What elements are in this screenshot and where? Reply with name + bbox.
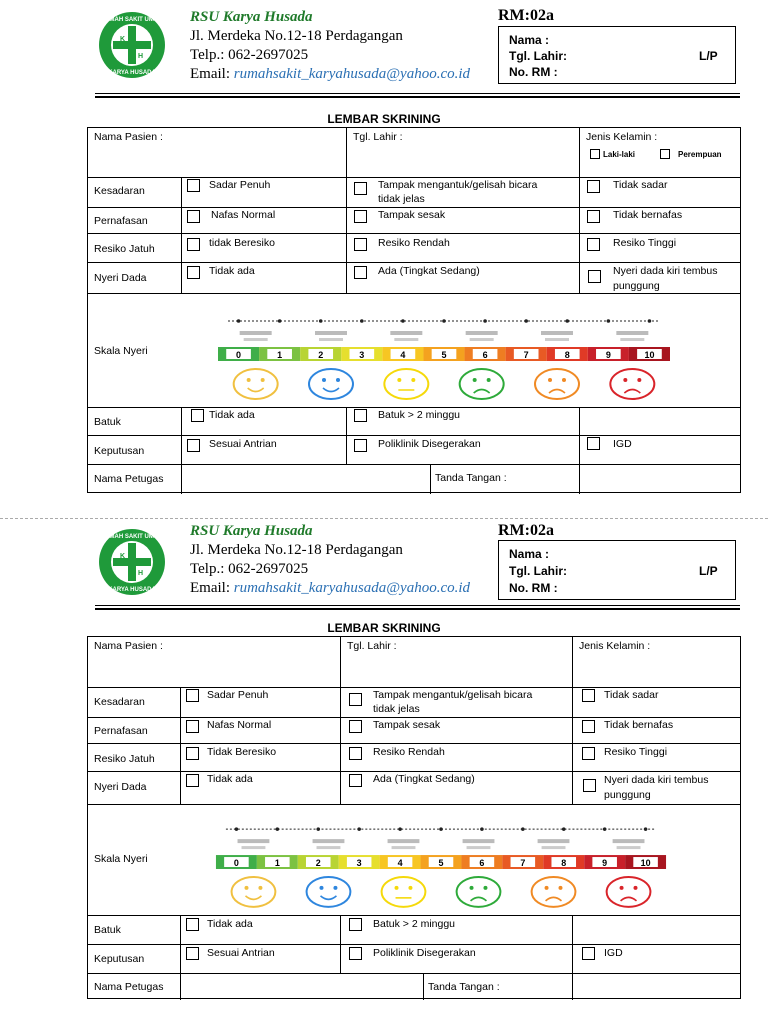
pain-scale-number: 3 — [359, 350, 365, 360]
pain-scale-number: 0 — [236, 350, 242, 360]
logo-h: H — [138, 53, 144, 60]
pain-scale-caption — [240, 331, 272, 335]
poliklinik-checkbox[interactable] — [354, 439, 367, 452]
nyeri-ada-checkbox[interactable] — [349, 774, 362, 787]
sadar-penuh-label: Sadar Penuh — [207, 689, 269, 701]
pain-scale-caption — [542, 846, 566, 849]
hospital-address: Jl. Merdeka No.12-18 Perdagangan — [190, 542, 403, 558]
header-divider-thin — [95, 93, 740, 94]
hospital-name: RSU Karya Husada — [190, 9, 313, 25]
batuk-2minggu-label: Batuk > 2 minggu — [373, 918, 456, 930]
pain-face-icon — [309, 369, 353, 399]
pain-scale-caption — [315, 331, 347, 335]
logo-k: K — [120, 553, 126, 560]
pain-face-icon — [384, 369, 428, 399]
tidak-sadar-checkbox[interactable] — [587, 180, 600, 193]
pain-scale-caption — [388, 839, 420, 843]
pain-scale-tick — [401, 319, 405, 323]
pain-scale-tick — [521, 827, 525, 831]
laki-laki-checkbox[interactable] — [590, 149, 600, 159]
pain-scale-number: 9 — [605, 350, 611, 360]
poliklinik-checkbox[interactable] — [349, 947, 362, 960]
pain-scale-number: 8 — [564, 350, 570, 360]
pain-face-icon — [535, 369, 579, 399]
pain-scale-number: 10 — [644, 350, 655, 360]
tidak-bernafas-checkbox[interactable] — [582, 720, 595, 733]
nyeri-kiri-checkbox[interactable] — [583, 779, 596, 792]
tidak-sadar-label: Tidak sadar — [613, 179, 668, 191]
nafas-normal-checkbox[interactable] — [186, 720, 199, 733]
pain-face-icon — [610, 369, 654, 399]
pernafasan-label: Pernafasan — [94, 725, 148, 737]
hospital-phone: Telp.: 062-2697025 — [190, 561, 309, 577]
perempuan-label: Perempuan — [678, 150, 722, 159]
nama-petugas-label: Nama Petugas — [94, 473, 164, 485]
resiko-rendah-checkbox[interactable] — [354, 238, 367, 251]
pain-scale-number: 8 — [561, 858, 567, 869]
rm-nama: Nama : — [509, 547, 550, 561]
tampak-mengantuk-label-2: tidak jelas — [373, 703, 420, 715]
batuk-tidak-ada-checkbox[interactable] — [186, 918, 199, 931]
nyeri-ada-label: Ada (Tingkat Sedang) — [378, 265, 480, 277]
batuk-label: Batuk — [94, 924, 121, 936]
pain-scale-caption — [390, 331, 422, 335]
skala-nyeri-label: Skala Nyeri — [94, 853, 148, 865]
skala-nyeri-label: Skala Nyeri — [94, 345, 148, 357]
pain-scale-caption — [538, 839, 570, 843]
pain-scale-tick — [398, 827, 402, 831]
pain-scale-number: 7 — [520, 858, 526, 869]
pain-scale-tick — [439, 827, 443, 831]
rm-no: No. RM : — [509, 65, 558, 79]
resiko-jatuh-label: Resiko Jatuh — [94, 243, 155, 255]
pain-scale-caption — [541, 331, 573, 335]
resiko-rendah-label: Resiko Rendah — [378, 237, 450, 249]
tidak-beresiko-checkbox[interactable] — [186, 747, 199, 760]
tidak-beresiko-label: Tidak Beresiko — [207, 746, 277, 758]
batuk-label: Batuk — [94, 416, 121, 428]
logo-text-top: RUMAH SAKIT UMUM — [100, 534, 164, 540]
nafas-normal-label: Nafas Normal — [207, 719, 272, 731]
pain-scale-tick — [483, 319, 487, 323]
rm-lp: L/P — [699, 49, 718, 63]
pain-scale-caption — [238, 839, 270, 843]
pain-scale-number: 2 — [318, 350, 324, 360]
rm-no: No. RM : — [509, 581, 558, 595]
pain-scale-tick — [648, 319, 652, 323]
pain-face-icon — [232, 877, 276, 907]
pain-scale-caption — [545, 338, 569, 341]
sesuai-antrian-label: Sesuai Antrian — [209, 438, 277, 450]
pain-scale-caption — [392, 846, 416, 849]
hospital-info — [190, 522, 470, 598]
pain-scale-tick — [442, 319, 446, 323]
resiko-jatuh-label: Resiko Jatuh — [94, 753, 155, 765]
nyeri-tidak-ada-label: Tidak ada — [207, 773, 253, 785]
pernafasan-label: Pernafasan — [94, 215, 148, 227]
hospital-logo-icon — [88, 10, 176, 80]
nama-pasien-label: Nama Pasien : — [94, 640, 163, 652]
pain-scale-caption — [617, 846, 641, 849]
pain-scale-number: 5 — [438, 858, 444, 869]
pain-scale-tick — [607, 319, 611, 323]
pain-scale-tick — [235, 827, 239, 831]
nyeri-kiri-label: Nyeri dada kiri tembus — [604, 774, 709, 786]
tampak-mengantuk-checkbox[interactable] — [349, 693, 362, 706]
pain-scale-caption — [467, 846, 491, 849]
jenis-kelamin-label: Jenis Kelamin : — [586, 131, 658, 143]
pain-scale-tick — [276, 827, 280, 831]
igd-label: IGD — [613, 438, 632, 450]
nyeri-dada-label: Nyeri Dada — [94, 781, 147, 793]
poliklinik-label: Poliklinik Disegerakan — [378, 438, 481, 450]
tampak-mengantuk-checkbox[interactable] — [354, 182, 367, 195]
cut-line — [0, 518, 768, 519]
nyeri-tidak-ada-checkbox[interactable] — [186, 774, 199, 787]
form-title: LEMBAR SKRINING — [327, 621, 441, 635]
pain-scale-caption — [463, 839, 495, 843]
pain-scale-tick — [644, 827, 648, 831]
nama-pasien-label: Nama Pasien : — [94, 131, 163, 143]
sadar-penuh-checkbox[interactable] — [186, 689, 199, 702]
tidak-bernafas-label: Tidak bernafas — [604, 719, 674, 731]
nyeri-kiri-label-2: punggung — [613, 280, 660, 292]
header-divider-thick — [95, 608, 740, 610]
tampak-sesak-checkbox[interactable] — [349, 720, 362, 733]
screening-form-1 — [0, 0, 768, 495]
pain-scale-image — [208, 313, 680, 405]
nyeri-kiri-checkbox[interactable] — [588, 270, 601, 283]
pain-scale-number: 10 — [640, 858, 651, 869]
pain-scale-caption — [242, 846, 266, 849]
pain-scale-tick — [562, 827, 566, 831]
laki-laki-label: Laki-laki — [603, 150, 636, 159]
pain-scale-caption — [470, 338, 494, 341]
igd-checkbox[interactable] — [587, 437, 600, 450]
tidak-bernafas-label: Tidak bernafas — [613, 209, 683, 221]
pain-face-icon — [607, 877, 651, 907]
nafas-normal-label: Nafas Normal — [211, 209, 276, 221]
pain-scale-number: 4 — [400, 350, 406, 360]
batuk-tidak-ada-checkbox[interactable] — [191, 409, 204, 422]
resiko-tinggi-label: Resiko Tinggi — [604, 746, 668, 758]
tidak-sadar-label: Tidak sadar — [604, 689, 659, 701]
nyeri-dada-label: Nyeri Dada — [94, 272, 147, 284]
pain-scale-caption — [466, 331, 498, 335]
pain-scale-caption — [319, 338, 343, 341]
hospital-logo-icon — [88, 527, 176, 597]
pain-scale-tick — [237, 319, 241, 323]
hospital-address: Jl. Merdeka No.12-18 Perdagangan — [190, 28, 403, 44]
pain-scale-tick — [319, 319, 323, 323]
rm-box — [498, 26, 736, 84]
tgl-lahir-label: Tgl. Lahir : — [353, 131, 403, 143]
form-title: LEMBAR SKRINING — [327, 112, 441, 126]
pain-scale-number: 7 — [523, 350, 529, 360]
pain-scale-tick — [360, 319, 364, 323]
sesuai-antrian-checkbox[interactable] — [187, 439, 200, 452]
rm-label: RM:02a — [498, 7, 554, 24]
nyeri-ada-checkbox[interactable] — [354, 266, 367, 279]
pain-scale-tick — [357, 827, 361, 831]
tampak-sesak-label: Tampak sesak — [373, 719, 441, 731]
tidak-beresiko-label: tidak Beresiko — [209, 237, 275, 249]
tidak-bernafas-checkbox[interactable] — [587, 210, 600, 223]
logo-text-bottom: KARYA HUSADA — [108, 587, 156, 593]
pain-scale-caption — [394, 338, 418, 341]
pain-scale-caption — [244, 338, 268, 341]
tampak-sesak-checkbox[interactable] — [354, 210, 367, 223]
resiko-tinggi-checkbox[interactable] — [587, 238, 600, 251]
header-divider-thin — [95, 605, 740, 606]
header-divider-thick — [95, 96, 740, 98]
hospital-email: Email: rumahsakit_karyahusada@yahoo.co.id — [190, 580, 471, 596]
tampak-mengantuk-label: Tampak mengantuk/gelisah bicara — [373, 689, 533, 701]
tgl-lahir-label: Tgl. Lahir : — [347, 640, 397, 652]
pain-face-icon — [382, 877, 426, 907]
tanda-tangan-label: Tanda Tangan : — [428, 981, 500, 993]
nyeri-kiri-label-2: punggung — [604, 789, 651, 801]
keputusan-label: Keputusan — [94, 953, 145, 965]
tampak-mengantuk-label: Tampak mengantuk/gelisah bicara — [378, 179, 538, 191]
screening-form-2 — [0, 521, 768, 1016]
sesuai-antrian-checkbox[interactable] — [186, 947, 199, 960]
pain-scale-tick — [524, 319, 528, 323]
rm-box — [498, 540, 736, 600]
hospital-email: Email: rumahsakit_karyahusada@yahoo.co.id — [190, 66, 471, 82]
kesadaran-label: Kesadaran — [94, 185, 145, 197]
pain-scale-caption — [620, 338, 644, 341]
batuk-tidak-ada-label: Tidak ada — [209, 409, 255, 421]
nyeri-tidak-ada-label: Tidak ada — [209, 265, 255, 277]
nyeri-kiri-label: Nyeri dada kiri tembus — [613, 265, 718, 277]
keputusan-label: Keputusan — [94, 445, 145, 457]
pain-scale-caption — [313, 839, 345, 843]
pain-face-icon — [457, 877, 501, 907]
pain-scale-caption — [616, 331, 648, 335]
logo-k: K — [120, 36, 126, 43]
sadar-penuh-label: Sadar Penuh — [209, 179, 271, 191]
pain-scale-number: 1 — [277, 350, 283, 360]
tanda-tangan-label: Tanda Tangan : — [435, 472, 507, 484]
rm-label: RM:02a — [498, 522, 554, 539]
logo-text-top: RUMAH SAKIT UMUM — [100, 17, 164, 23]
batuk-2minggu-checkbox[interactable] — [349, 918, 362, 931]
pain-scale-number: 2 — [315, 858, 321, 869]
poliklinik-label: Poliklinik Disegerakan — [373, 947, 476, 959]
screening-table — [87, 636, 741, 999]
sadar-penuh-checkbox[interactable] — [187, 179, 200, 192]
nyeri-tidak-ada-checkbox[interactable] — [187, 266, 200, 279]
tampak-sesak-label: Tampak sesak — [378, 209, 446, 221]
tidak-beresiko-checkbox[interactable] — [187, 238, 200, 251]
nama-petugas-label: Nama Petugas — [94, 981, 164, 993]
logo-h: H — [138, 570, 144, 577]
pain-scale-tick — [565, 319, 569, 323]
jenis-kelamin-label: Jenis Kelamin : — [579, 640, 651, 652]
sesuai-antrian-label: Sesuai Antrian — [207, 947, 275, 959]
hospital-name: RSU Karya Husada — [190, 523, 313, 539]
rm-lp: L/P — [699, 564, 718, 578]
pain-scale-tick — [480, 827, 484, 831]
nafas-normal-checkbox[interactable] — [187, 210, 200, 223]
pain-scale-number: 5 — [441, 350, 447, 360]
igd-checkbox[interactable] — [582, 947, 595, 960]
pain-scale-tick — [603, 827, 607, 831]
pain-scale-number: 6 — [479, 858, 485, 869]
pain-scale-tick — [278, 319, 282, 323]
rm-tgl-lahir: Tgl. Lahir: — [509, 49, 567, 63]
pain-face-icon — [307, 877, 351, 907]
pain-scale-number: 4 — [397, 858, 403, 869]
rm-tgl-lahir: Tgl. Lahir: — [509, 564, 567, 578]
pain-face-icon — [460, 369, 504, 399]
resiko-rendah-checkbox[interactable] — [349, 747, 362, 760]
resiko-rendah-label: Resiko Rendah — [373, 746, 445, 758]
hospital-info — [190, 8, 470, 84]
hospital-phone: Telp.: 062-2697025 — [190, 47, 309, 63]
pain-scale-image — [206, 821, 676, 913]
rm-nama: Nama : — [509, 33, 550, 47]
pain-scale-number: 9 — [602, 858, 608, 869]
pain-scale-number: 1 — [274, 858, 280, 869]
tampak-mengantuk-label-2: tidak jelas — [378, 193, 425, 205]
igd-label: IGD — [604, 947, 623, 959]
pain-face-icon — [234, 369, 278, 399]
tidak-sadar-checkbox[interactable] — [582, 689, 595, 702]
logo-text-bottom: KARYA HUSADA — [108, 70, 156, 76]
nyeri-ada-label: Ada (Tingkat Sedang) — [373, 773, 475, 785]
screening-table — [87, 127, 741, 493]
resiko-tinggi-label: Resiko Tinggi — [613, 237, 677, 249]
batuk-2minggu-label: Batuk > 2 minggu — [378, 409, 461, 421]
pain-scale-number: 0 — [233, 858, 239, 869]
pain-scale-number: 6 — [482, 350, 488, 360]
pain-scale-caption — [613, 839, 645, 843]
kesadaran-label: Kesadaran — [94, 696, 145, 708]
batuk-2minggu-checkbox[interactable] — [354, 409, 367, 422]
resiko-tinggi-checkbox[interactable] — [582, 747, 595, 760]
perempuan-checkbox[interactable] — [660, 149, 670, 159]
pain-scale-caption — [317, 846, 341, 849]
pain-face-icon — [532, 877, 576, 907]
pain-scale-tick — [316, 827, 320, 831]
pain-scale-number: 3 — [356, 858, 362, 869]
batuk-tidak-ada-label: Tidak ada — [207, 918, 253, 930]
